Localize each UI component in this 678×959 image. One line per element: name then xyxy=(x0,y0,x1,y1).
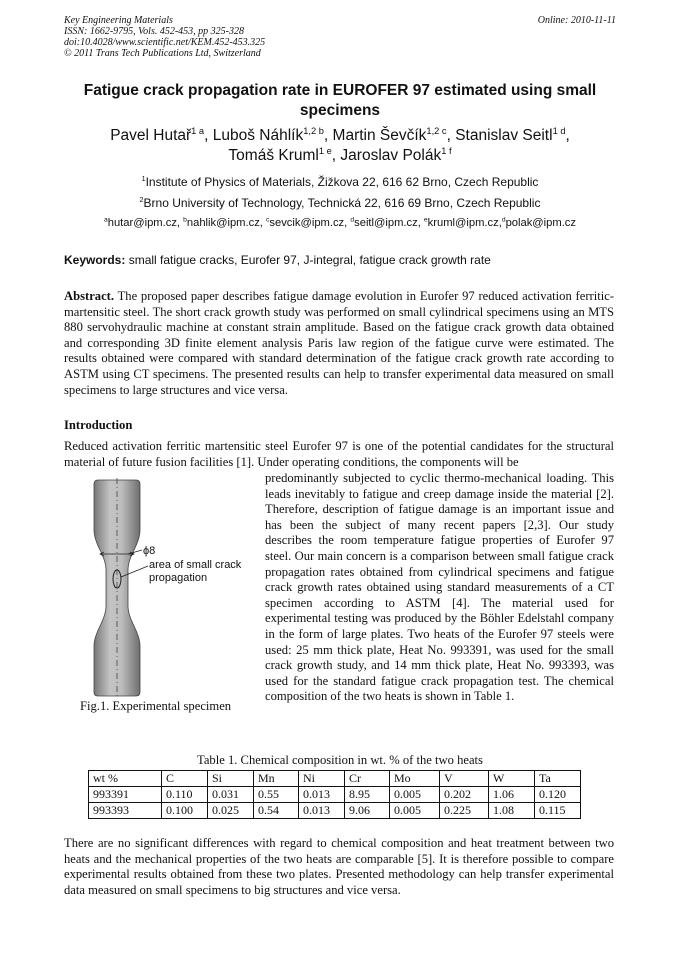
table-header-cell: Ni xyxy=(299,771,345,787)
table-cell: 9.06 xyxy=(345,803,390,819)
table-cell: 0.025 xyxy=(208,803,254,819)
annotation-line-1: area of small crack xyxy=(149,559,242,571)
author: Pavel Hutař$^{1 a}$, xyxy=(110,125,213,144)
journal-header xyxy=(64,15,616,59)
keywords-text: small fatigue cracks, Eurofer 97, J-integral, fatigue crack growth rate xyxy=(128,253,491,267)
table-cell: 0.54 xyxy=(254,803,299,819)
email[interactable]: $^b$nahlik@ipm.cz, xyxy=(183,216,267,229)
table-cell: 0.225 xyxy=(440,803,489,819)
keywords-label: Keywords: xyxy=(64,253,126,267)
table-cell: 0.005 xyxy=(390,787,440,803)
table-cell: 0.202 xyxy=(440,787,489,803)
table-header-cell: C xyxy=(162,771,208,787)
specimen-drawing xyxy=(64,478,264,698)
table-cell: 993393 xyxy=(89,803,162,819)
dimension-label: ϕ8 xyxy=(143,545,156,557)
table-header-cell: Ta xyxy=(535,771,581,787)
figure-caption: Fig.1. Experimental specimen xyxy=(80,699,232,713)
table-cell: 0.120 xyxy=(535,787,581,803)
email-list xyxy=(64,216,616,230)
author: Martin Ševčík$^{1,2 c}$, xyxy=(332,125,456,144)
journal-issn: ISSN: 1662-9795, Vols. 452-453, pp 325-328 xyxy=(64,26,244,37)
author: Stanislav Seitl$^{1 d}$, xyxy=(455,125,570,144)
table-cell: 0.110 xyxy=(162,787,208,803)
table-header-cell: Mo xyxy=(390,771,440,787)
chemical-composition-table xyxy=(88,770,581,819)
table-header-cell: V xyxy=(440,771,489,787)
abstract xyxy=(64,289,614,398)
author: Luboš Náhlík$^{1,2 b}$, xyxy=(212,125,333,144)
table-cell: 0.005 xyxy=(390,803,440,819)
table-cell: 0.031 xyxy=(208,787,254,803)
table-header-cell: Si xyxy=(208,771,254,787)
table-row xyxy=(89,787,581,803)
table-header-row xyxy=(89,771,581,787)
table-cell: 8.95 xyxy=(345,787,390,803)
specimen-figure xyxy=(64,478,264,698)
email[interactable]: $^a$hutar@ipm.cz, xyxy=(103,216,184,229)
table-cell: 0.013 xyxy=(299,787,345,803)
affiliation: $^2$Brno University of Technology, Technická 22, 616 69 Brno, Czech Republic xyxy=(139,195,541,210)
table-header-cell: Cr xyxy=(345,771,390,787)
author: Tomáš Kruml$^{1 e}$, xyxy=(228,145,341,164)
annotation-line-2: propagation xyxy=(149,572,208,584)
table-caption: Table 1. Chemical composition in wt. % of the two heats xyxy=(197,753,483,767)
table-cell: 1.08 xyxy=(489,803,535,819)
journal-copyright: © 2011 Trans Tech Publications Ltd, Switzerland xyxy=(64,48,261,59)
table-cell: 0.100 xyxy=(162,803,208,819)
table-row xyxy=(89,803,581,819)
table-cell: 0.115 xyxy=(535,803,581,819)
intro-paragraph-wrapped: predominantly subjected to cyclic thermo-mechanical loading. This leads inevitably to fatigue and creep damage inside the material [2]. Therefore, description of fatigue damage is an important issue and has been the subject of many recent papers [2,3]. Our study describes the room temperature fatigue properties of Eurofer 97 steel. Our main concern is a comparison between small fatigue crack propagation rates obtained from cylindrical specimens and fatigue crack growth rates obtained using standard measurements of a CT specimen according to ASTM [4]. The material used for experimental testing was produced by the Böhler Edelstahl company in the form of large plates. Two heats of the Eurofer 97 steels were used: 25 mm thick plate, Heat No. 993391, was used for the small crack growth study, and 14 mm thick plate, Heat No. 993393, was used for the standard fatigue crack propagation test. The chemical composition of the two heats is shown in Table 1. xyxy=(265,471,614,704)
table-cell: 0.55 xyxy=(254,787,299,803)
section-heading-introduction: Introduction xyxy=(64,418,133,432)
affiliation: $^1$Institute of Physics of Materials, Žižkova 22, 616 62 Brno, Czech Republic xyxy=(141,174,539,189)
keywords xyxy=(64,253,616,267)
journal-name: Key Engineering Materials xyxy=(64,15,173,26)
table-cell: 0.013 xyxy=(299,803,345,819)
abstract-label: Abstract. xyxy=(64,289,115,303)
abstract-text: The proposed paper describes fatigue damage evolution in Eurofer 97 reduced activation ferritic-martensitic steel. The short crack growth study was performed on small cylindrical specimens using an MTS 880 servohydraulic machine at constant strain amplitude. Based on the fatigue crack growth data obtained and corresponding 3D finite element analysis Paris law region of the fatigue curve were estimated. The results obtained were compared with standard determination of the fatigue crack growth rate according to ASTM using CT specimens. The presented results can help to transfer experimental data measured on small specimens to large structures and vice versa. xyxy=(64,289,615,397)
table-header-cell: Mn xyxy=(254,771,299,787)
intro-paragraph: There are no significant differences with regard to chemical composition and heat treatment between two heats and the mechanical properties of the two heats are comparable [5]. It is therefore possible to compare experimental results obtained from these two plates. Presented methodology can help transfer experimental data measured on small specimens to big structures and vice versa. xyxy=(64,836,614,897)
email[interactable]: $^d$polak@ipm.cz xyxy=(501,216,576,229)
table-header-cell: wt % xyxy=(89,771,162,787)
online-date: Online: 2010-11-11 xyxy=(537,15,616,26)
table-header-cell: W xyxy=(489,771,535,787)
intro-paragraph: Reduced activation ferritic martensitic steel Eurofer 97 is one of the potential candidates for the structural material of future fusion facilities [1]. Under operating conditions, the components will be xyxy=(64,439,614,469)
email[interactable]: $^d$seitl@ipm.cz, xyxy=(350,216,424,229)
table-cell: 1.06 xyxy=(489,787,535,803)
author-list xyxy=(64,126,616,166)
journal-doi: doi:10.4028/www.scientific.net/KEM.452-453.325 xyxy=(64,37,266,48)
email[interactable]: $^e$kruml@ipm.cz, xyxy=(423,216,502,229)
author: Jaroslav Polák$^{1 f}$ xyxy=(340,145,452,164)
email[interactable]: $^c$sevcik@ipm.cz, xyxy=(266,216,351,229)
table-cell: 993391 xyxy=(89,787,162,803)
paper-title: Fatigue crack propagation rate in EUROFER 97 estimated using small specimens xyxy=(83,82,597,119)
